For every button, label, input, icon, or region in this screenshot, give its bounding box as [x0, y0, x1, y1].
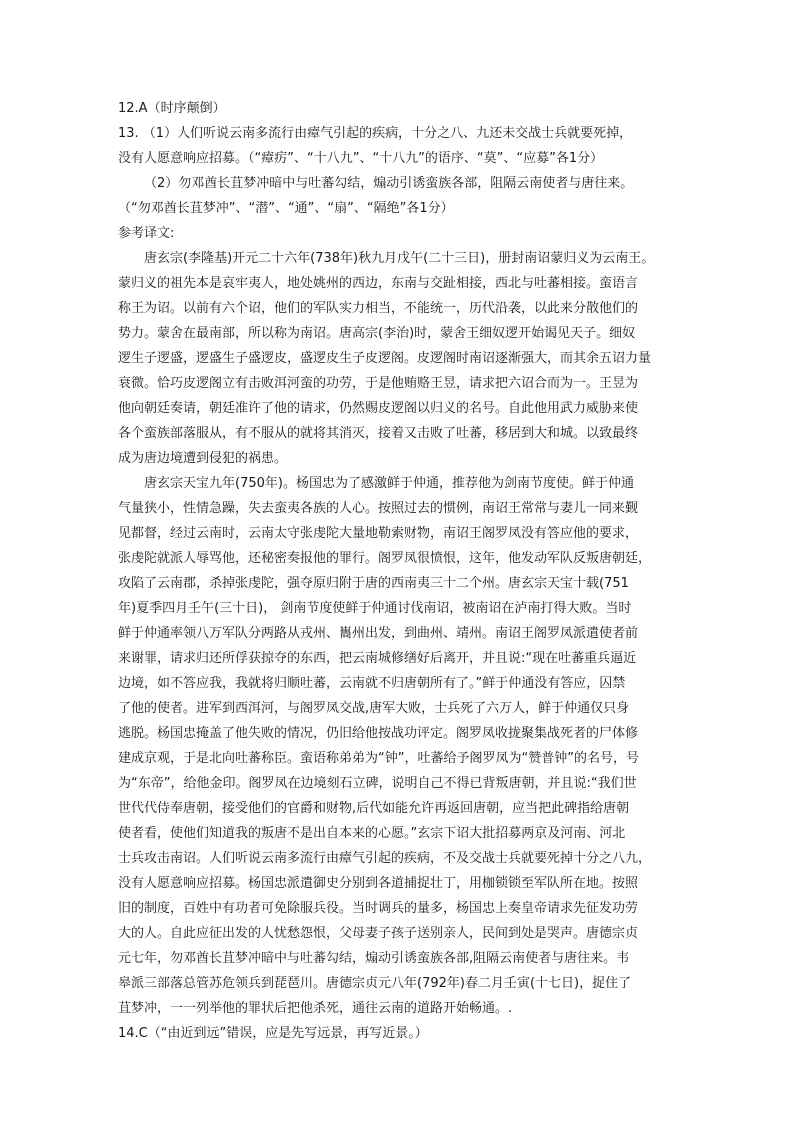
text-line: 见都督，经过云南时，云南太守张虔陀大量地勒索财物，南诏王阁罗凤没有答应他的要求， [118, 526, 639, 541]
text-line: 鲜于仲通率领八万军队分两路从戎州、巂州出发，到曲州、靖州。南诏王阁罗凤派遣使者前 [118, 626, 639, 641]
text-line: 唐玄宗天宝九年(750年)。杨国忠为了感激鲜于仲通，推荐他为剑南节度使。鲜于仲通 [144, 476, 634, 491]
text-line: 世代代侍奉唐朝，接受他们的官爵和财物,后代如能允许再返回唐朝，应当把此碑指给唐朝 [118, 801, 630, 816]
text-line: 年)夏季四月壬午(三十日)， 剑南节度使鲜于仲通讨伐南诏，被南诏在泸南打得大败。当时 [118, 601, 632, 616]
text-line: 皋派三部落总管苏危领兵到琵琶川。唐德宗贞元八年(792年)春二月壬寅(十七日)，捉住了 [118, 976, 632, 991]
text-line: 逃脱。杨国忠掩盖了他失败的情况，仍旧给他按战功评定。阁罗凤收拢聚集战死者的尸体修 [118, 726, 639, 741]
text-line: 了他的使者。进军到西洱河，与阁罗凤交战,唐军大败，士兵死了六万人，鲜于仲通仅只身 [118, 701, 630, 716]
text-line: 没有人愿意响应招募。（“瘴疠”、“十八九”、“十八九”的语序、“莫”、“应募”各1分） [118, 151, 604, 166]
text-line: 气量狭小，性情急躁，失去蛮夷各族的人心。按照过去的惯例，南诏王常常与妻儿一同来觐 [118, 501, 639, 516]
text-line: 14.C（“由近到远”错误，应是先写远景，再写近景。） [118, 1026, 428, 1041]
text-line: 参考译文: [118, 226, 175, 241]
text-line: 他向朝廷奏请，朝廷准许了他的请求，仍然赐皮逻阁以归义的名号。自此他用武力威胁来使 [118, 401, 639, 416]
text-line: 唐玄宗(李隆基)开元二十六年(738年)秋九月戊午(二十三日)，册封南诏蒙归义为云南王。 [144, 251, 655, 266]
text-line: 衰微。恰巧皮逻阁立有击败洱河蛮的功劳，于是他贿赂王昱，请求把六诏合而为一。王昱为 [118, 376, 639, 391]
text-line: 逻生子逻盛，逻盛生子盛逻皮，盛逻皮生子皮逻阁。皮逻阁时南诏逐渐强大，而其余五诏力量 [118, 351, 652, 366]
text-line: 没有人愿意响应招募。杨国忠派遣御史分别到各道捕捉壮丁，用枷锁锁至军队所在地。按照 [118, 876, 639, 891]
text-line: 元七年，勿邓酋长苴梦冲暗中与吐蕃勾结，煽动引诱蛮族各部,阻隔云南使者与唐往来。韦 [118, 951, 630, 966]
text-line: 苴梦冲，一一列举他的罪状后把他杀死，通往云南的道路开始畅通。. [118, 1001, 513, 1016]
text-line: 蒙归义的祖先本是哀牢夷人，地处姚州的西边，东南与交趾相接，西北与吐蕃相接。蛮语言 [118, 276, 639, 291]
text-line: 来谢罪，请求归还所俘获掠夺的东西，把云南城修缮好后离开，并且说:“现在吐蕃重兵逼近 [118, 651, 637, 666]
text-line: 张虔陀就派人辱骂他，还秘密奏报他的罪行。阁罗凤很愤恨，这年，他发动军队反叛唐朝廷， [118, 551, 652, 566]
text-line: 13. （1）人们听说云南多流行由瘴气引起的疾病，十分之八、九还未交战士兵就要死掉， [118, 126, 633, 141]
text-line: 为“东帝”，给他金印。阁罗凤在边境刻石立碑，说明自己不得已背叛唐朝，并且说:“我们世 [118, 776, 637, 791]
text-line: 士兵攻击南诏。人们听说云南多流行由瘴气引起的疾病，不及交战士兵就要死掉十分之八九， [118, 851, 652, 866]
text-line: （“勿邓酋长苴梦冲”、“潜”、“通”、“扇”、“隔绝”各1分） [118, 201, 454, 216]
text-line: 大的人。自此应征出发的人忧愁怨恨，父母妻子孩子送别亲人，民间到处是哭声。唐德宗贞 [118, 926, 639, 941]
text-line: 势力。蒙舍在最南部，所以称为南诏。唐高宗(李治)时，蒙舍王细奴逻开始谒见天子。细奴 [118, 326, 636, 341]
text-line: 边境，如不答应我，我就将归顺吐蕃，云南就不归唐朝所有了。”鲜于仲通没有答应，囚禁 [118, 676, 626, 691]
text-line: 旧的制度，百姓中有功者可免除服兵役。当时调兵的量多，杨国忠上奏皇帝请求先征发功劳 [118, 901, 639, 916]
text-line: 建成京观，于是北向吐蕃称臣。蛮语称弟弟为“钟”，吐蕃给予阁罗凤为“赞普钟”的名号，号 [118, 751, 639, 766]
text-line: 成为唐边境遭到侵犯的祸患。 [118, 451, 288, 466]
answer-document [118, 96, 684, 1046]
text-line: 称王为诏。以前有六个诏，他们的军队实力相当，不能统一，历代沿袭，以此来分散他们的 [118, 301, 639, 316]
text-line: 12.A（时序颠倒） [118, 101, 226, 116]
text-line: 使者看，使他们知道我的叛唐不是出自本来的心愿。”玄宗下诏大批招募两京及河南、河北 [118, 826, 626, 841]
text-line: 各个蛮族部落服从，有不服从的就将其消灭，接着又击败了吐蕃，移居到大和城。以致最终 [118, 426, 639, 441]
text-line: （2）勿邓酋长苴梦冲暗中与吐蕃勾结，煽动引诱蛮族各部，阻隔云南使者与唐往来。 [144, 176, 634, 191]
text-line: 攻陷了云南郡，杀掉张虔陀，强夺原归附于唐的西南夷三十二个州。唐玄宗天宝十载(751 [118, 576, 629, 591]
